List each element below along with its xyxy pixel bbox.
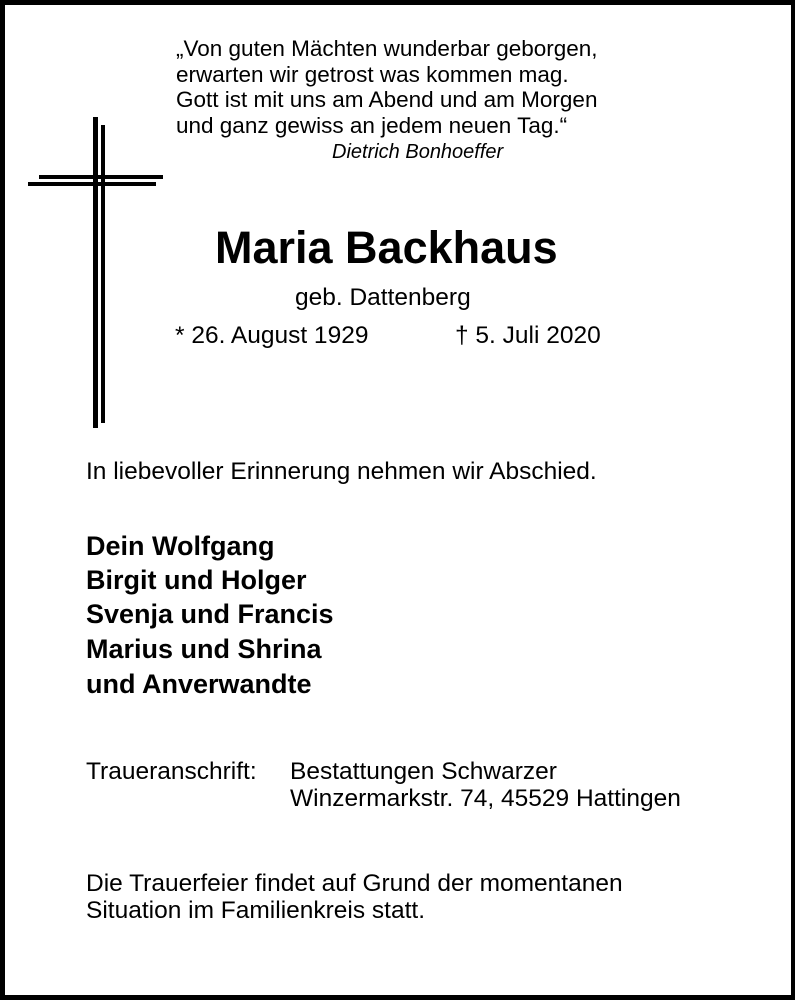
mourner: und Anverwandte [86,669,312,699]
ceremony-text: Die Trauerfeier findet auf Grund der momentanen [86,870,623,897]
quote-author: Dietrich Bonhoeffer [332,141,504,163]
address-label: Traueranschrift: [86,758,257,785]
deceased-name: Maria Backhaus [215,222,558,273]
quote-line: erwarten wir getrost was kommen mag. [176,62,569,87]
farewell-text: In liebevoller Erinnerung nehmen wir Abschied. [86,458,597,485]
quote-line: „Von guten Mächten wunderbar geborgen, [176,36,598,61]
quote-line: und ganz gewiss an jedem neuen Tag.“ [176,113,568,138]
quote-line: Gott ist mit uns am Abend und am Morgen [176,87,598,112]
birth-date: * 26. August 1929 [175,322,369,349]
death-date: † 5. Juli 2020 [455,322,601,349]
mourner: Marius und Shrina [86,634,322,664]
ceremony-text: Situation im Familienkreis statt. [86,897,426,924]
maiden-name: geb. Dattenberg [295,284,471,311]
mourner: Dein Wolfgang [86,531,275,561]
address-line: Bestattungen Schwarzer [290,758,557,785]
address-line: Winzermarkstr. 74, 45529 Hattingen [290,785,681,812]
mourner: Svenja und Francis [86,599,334,629]
mourner: Birgit und Holger [86,565,307,595]
